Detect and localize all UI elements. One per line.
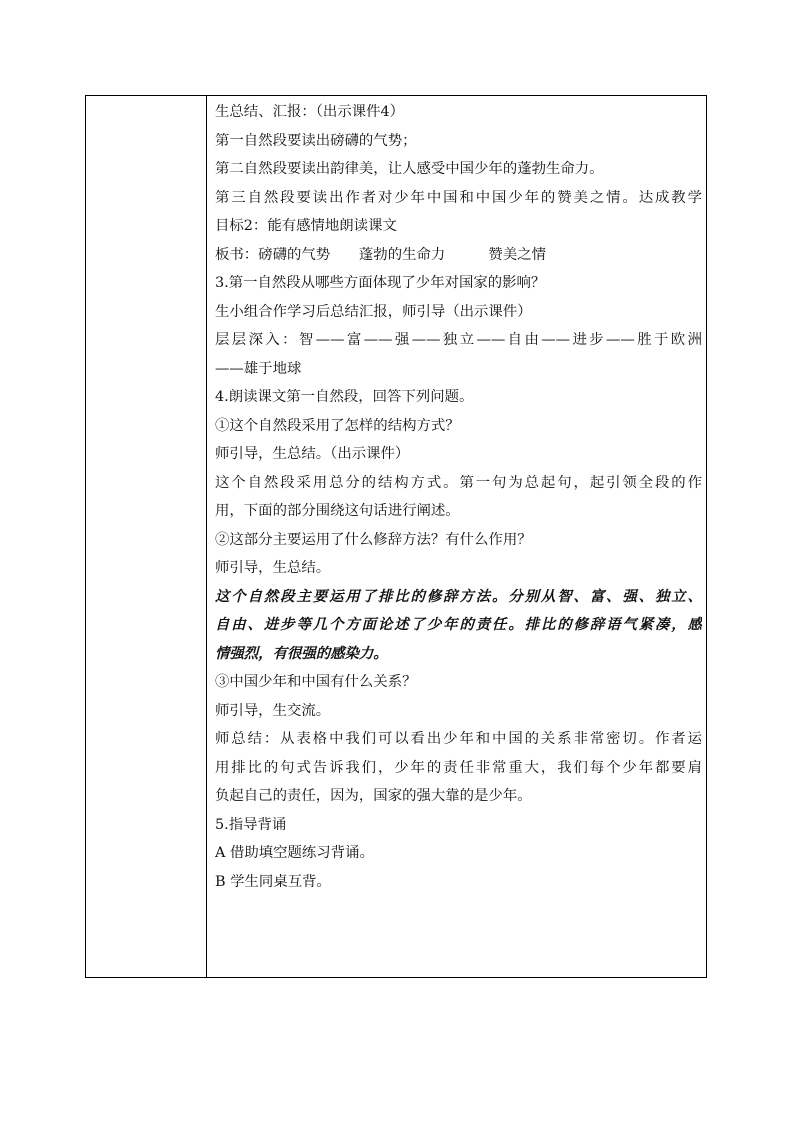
- text-line: 生小组合作学习后总结汇报，师引导（出示课件）: [215, 303, 532, 320]
- text-line: 目标2：能有感情地朗读课文: [215, 218, 397, 234]
- lesson-text-lines: [215, 96, 702, 896]
- text-line: 5.指导背诵: [215, 816, 287, 833]
- text-line: 3.第一自然段从哪些方面体现了少年对国家的影响？: [215, 275, 546, 291]
- emphasized-text-line: 情强烈，有很强的感染力。: [215, 645, 388, 662]
- text-line: ①这个自然段采用了怎样的结构方式？: [215, 417, 460, 434]
- text-line: 板书：磅礴的气势 蓬勃的生命力 赞美之情: [215, 246, 546, 263]
- text-line: A 借助填空题练习背诵。: [215, 845, 374, 861]
- text-line: 第三自然段要读出作者对少年中国和中国少年的赞美之情。达成教学: [215, 189, 702, 206]
- text-line: 第一自然段要读出磅礴的气势；: [215, 132, 417, 149]
- text-line: 用，下面的部分围绕这句话进行阐述。: [215, 503, 460, 519]
- text-line: 层层深入：智——富——强——独立——自由——进步——胜于欧洲: [215, 332, 702, 348]
- text-line: 生总结、汇报：（出示课件4）: [215, 104, 405, 120]
- text-line: 用排比的句式告诉我们，少年的责任非常重大，我们每个少年都要肩: [215, 759, 702, 776]
- text-line: 师引导，生交流。: [215, 702, 331, 719]
- lesson-content-cell: [207, 96, 706, 977]
- text-line: 负起自己的责任，因为，国家的强大靠的是少年。: [215, 788, 532, 804]
- text-line: 师引导，生总结。: [215, 560, 331, 576]
- text-line: B 学生同桌互背。: [215, 873, 331, 890]
- text-line: ③中国少年和中国有什么关系？: [215, 674, 417, 690]
- text-line: 这个自然段采用总分的结构方式。第一句为总起句，起引领全段的作: [215, 474, 702, 491]
- text-line: 师引导，生总结。（出示课件）: [215, 446, 410, 462]
- emphasized-text-line: 自由、进步等几个方面论述了少年的责任。排比的修辞语气紧凑，感: [215, 617, 702, 633]
- emphasized-text-line: 这个自然段主要运用了排比的修辞方法。分别从智、富、强、独立、: [215, 588, 702, 605]
- text-line: ②这部分主要运用了什么修辞方法？有什么作用？: [215, 531, 532, 548]
- text-line: 师总结：从表格中我们可以看出少年和中国的关系非常密切。作者运: [215, 731, 702, 747]
- left-column-cell: [86, 96, 207, 977]
- text-line: ——雄于地球: [215, 360, 302, 377]
- text-line: 第二自然段要读出韵律美，让人感受中国少年的蓬勃生命力。: [215, 161, 604, 177]
- text-line: 4.朗读课文第一自然段，回答下列问题。: [215, 389, 474, 405]
- lesson-table: [85, 95, 707, 978]
